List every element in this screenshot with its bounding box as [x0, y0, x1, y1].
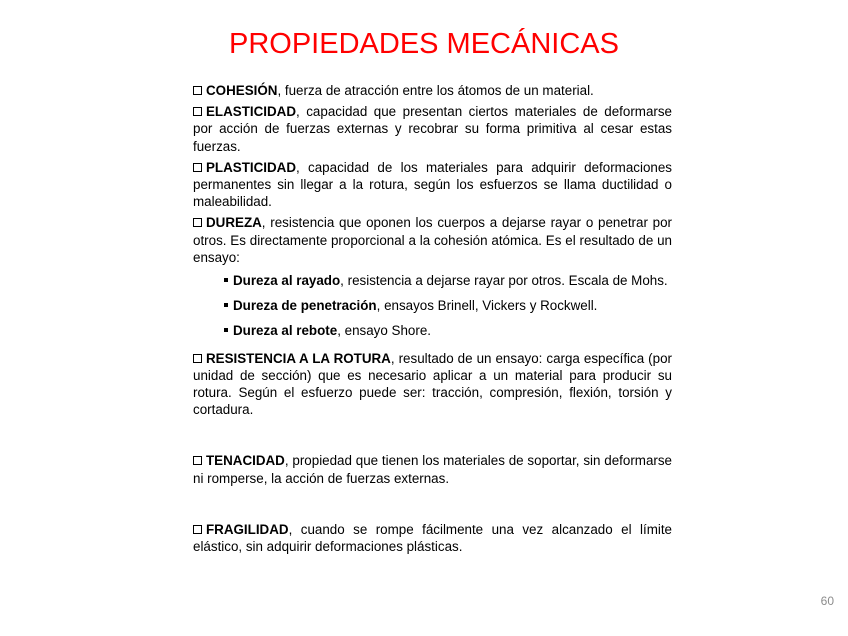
list-item-tenacidad	[193, 452, 672, 486]
sub-term-description: , ensayos Brinell, Vickers y Rockwell.	[376, 298, 598, 314]
term-description: , propiedad que tienen los materiales de soportar, sin deformarse ni romperse, la acción de fuerzas externas.	[193, 453, 672, 486]
list-item-elasticidad	[193, 103, 672, 155]
list-item-resistencia-rotura	[193, 350, 672, 419]
sub-item-dureza-rayado	[193, 272, 672, 289]
page-number: 60	[820, 594, 834, 608]
term-description: , resistencia que oponen los cuerpos a dejarse rayar o penetrar por otros. Es directamente proporcional a la cohesión atómica. Es el resultado de un ensayo:	[193, 215, 672, 265]
list-item-fragilidad	[193, 521, 672, 555]
checkbox-icon	[193, 525, 202, 534]
term-label: ELASTICIDAD	[206, 104, 297, 120]
checkbox-icon	[193, 86, 202, 95]
sub-term-label: Dureza al rebote	[233, 323, 338, 339]
term-label: DUREZA	[206, 215, 262, 231]
list-item-cohesion	[193, 82, 672, 99]
checkbox-icon	[193, 218, 202, 227]
sub-item-dureza-penetracion	[193, 297, 672, 314]
sub-term-label: Dureza al rayado	[233, 273, 341, 289]
term-description: , fuerza de atracción entre los átomos de un material.	[277, 83, 594, 98]
term-label: RESISTENCIA A LA ROTURA	[206, 350, 391, 366]
term-label: TENACIDAD	[206, 453, 285, 469]
properties-list	[193, 82, 672, 555]
bullet-icon	[224, 278, 228, 282]
bullet-icon	[224, 303, 228, 307]
list-item-plasticidad	[193, 159, 672, 211]
sub-term-description: , resistencia a dejarse rayar por otros. Escala de Mohs.	[340, 273, 668, 289]
term-label: FRAGILIDAD	[206, 521, 289, 537]
sub-term-label: Dureza de penetración	[233, 298, 377, 314]
term-description: , capacidad que presentan ciertos materiales de deformarse por acción de fuerzas externas y recobrar su forma primitiva al cesar estas fuerzas.	[193, 104, 672, 154]
term-description: , resultado de un ensayo: carga específica (por unidad de sección) que es necesario aplicar a un material para producir su rotura. Según el esfuerzo puede ser: tracción, compresión, flexión, torsión y cortadura.	[193, 350, 672, 418]
term-label: PLASTICIDAD	[206, 159, 297, 175]
checkbox-icon	[193, 163, 202, 172]
checkbox-icon	[193, 456, 202, 465]
sub-term-description: , ensayo Shore.	[337, 323, 431, 339]
term-description: , capacidad de los materiales para adquirir deformaciones permanentes sin llegar a la rotura, según los esfuerzos se llama ductilidad o maleabilidad.	[193, 159, 672, 210]
checkbox-icon	[193, 107, 202, 116]
term-label: COHESIÓN	[206, 83, 278, 98]
list-item-dureza	[193, 214, 672, 266]
sub-item-dureza-rebote	[193, 322, 672, 339]
bullet-icon	[224, 328, 228, 332]
term-description: , cuando se rompe fácilmente una vez alcanzado el límite elástico, sin adquirir deformaciones plásticas.	[193, 521, 672, 555]
checkbox-icon	[193, 354, 202, 363]
page-title: PROPIEDADES MECÁNICAS	[229, 28, 619, 60]
